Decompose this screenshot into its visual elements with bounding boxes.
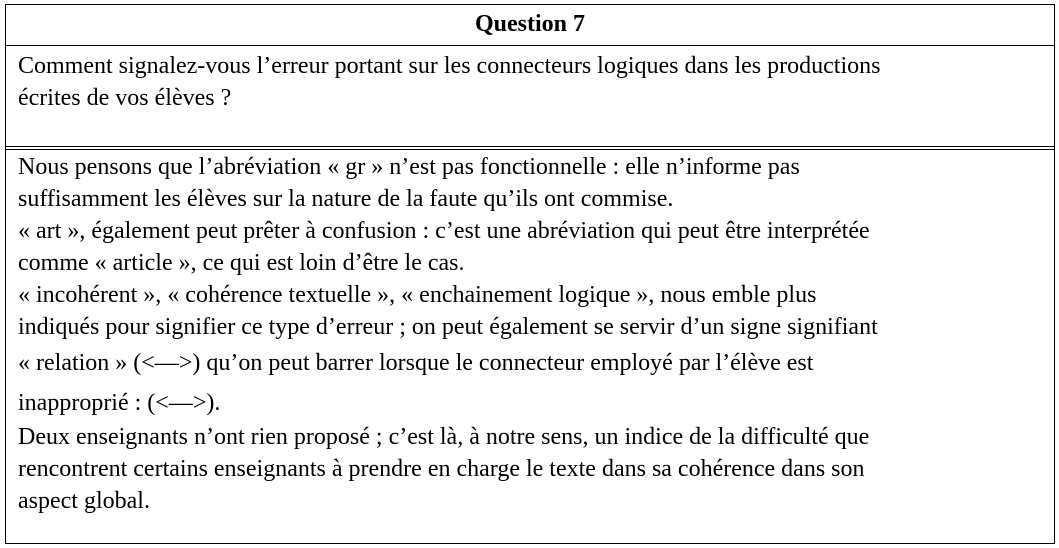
answer-line: Deux enseignants n’ont rien proposé ; c’est là, à notre sens, un indice de la difficulté que [18, 424, 870, 450]
answer-text [6, 147, 1054, 543]
answer-line: Nous pensons que l’abréviation « gr » n’est pas fonctionnelle : elle n’informe pas [18, 154, 800, 180]
answer-line: « art », également peut prêter à confusion : c’est une abréviation qui peut être interprétée [18, 218, 870, 244]
answer-line: aspect global. [18, 488, 150, 514]
answer-line: inapproprié : (<—>). [18, 390, 221, 416]
question-text [6, 46, 1054, 147]
answer-line: suffisamment les élèves sur la nature de la faute qu’ils ont commise. [18, 186, 674, 212]
answer-line: « incohérent », « cohérence textuelle », « enchainement logique », nous emble plus [18, 282, 817, 308]
question-title: Question 7 [6, 5, 1054, 46]
answer-line: rencontrent certains enseignants à prendre en charge le texte dans sa cohérence dans son [18, 456, 865, 482]
answer-line: indiqués pour signifier ce type d’erreur ; on peut également se servir d’un signe signifiant [18, 314, 878, 340]
answer-line: « relation » (<—>) qu’on peut barrer lorsque le connecteur employé par l’élève est [18, 350, 814, 376]
answer-line: comme « article », ce qui est loin d’être le cas. [18, 250, 465, 276]
question-line: écrites de vos élèves ? [18, 85, 232, 111]
question-line: Comment signalez-vous l’erreur portant sur les connecteurs logiques dans les productions [18, 53, 881, 79]
question-table [5, 4, 1055, 544]
